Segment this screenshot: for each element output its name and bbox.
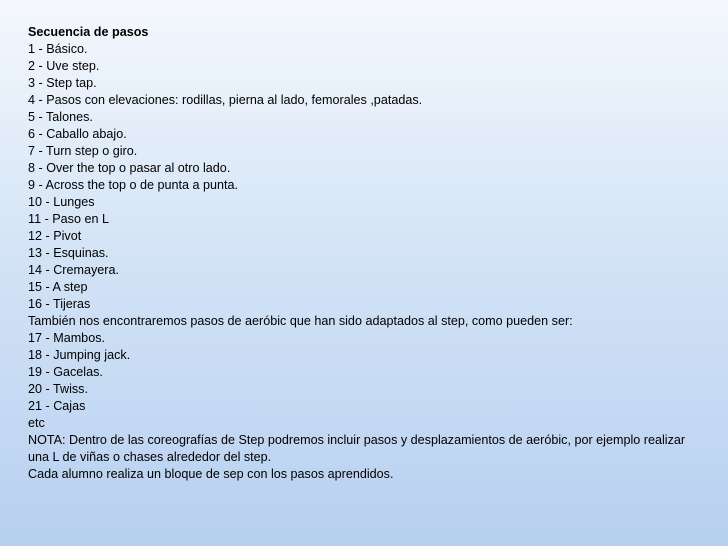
list-item: 9 - Across the top o de punta a punta. (28, 178, 239, 192)
list-item: 13 - Esquinas. (28, 246, 109, 260)
final-text: Cada alumno realiza un bloque de sep con los pasos aprendidos. (28, 467, 394, 481)
list-item: 1 - Básico. (28, 42, 88, 56)
list-item: 8 - Over the top o pasar al otro lado. (28, 161, 231, 175)
list-item: 4 - Pasos con elevaciones: rodillas, pierna al lado, femorales ,patadas. (28, 93, 423, 107)
list-item: 7 - Turn step o giro. (28, 144, 138, 158)
etc-text: etc (28, 416, 45, 430)
list-item: 11 - Paso en L (28, 212, 109, 226)
list-item: 14 - Cremayera. (28, 263, 119, 277)
list-item: 20 - Twiss. (28, 382, 88, 396)
list-item: 15 - A step (28, 280, 88, 294)
list-item: 12 - Pivot (28, 229, 82, 243)
list-item: 18 - Jumping jack. (28, 348, 131, 362)
list-item: 6 - Caballo abajo. (28, 127, 127, 141)
list-item: 17 - Mambos. (28, 331, 105, 345)
list-item: 19 - Gacelas. (28, 365, 103, 379)
list-item: 5 - Talones. (28, 110, 93, 124)
note-text: NOTA: Dentro de las coreografías de Step podremos incluir pasos y desplazamientos de aeróbic, por ejemplo realizar una L de viñas o chases alrededor del step. (28, 433, 686, 464)
list-item: 3 - Step tap. (28, 76, 97, 90)
slide-title: Secuencia de pasos (28, 25, 149, 39)
intro-text: También nos encontraremos pasos de aeróbic que han sido adaptados al step, como pueden ser: (28, 314, 573, 328)
list-item: 16 - Tijeras (28, 297, 91, 311)
list-item: 10 - Lunges (28, 195, 95, 209)
list-item: 21 - Cajas (28, 399, 86, 413)
list-item: 2 - Uve step. (28, 59, 100, 73)
slide-content (28, 24, 708, 483)
